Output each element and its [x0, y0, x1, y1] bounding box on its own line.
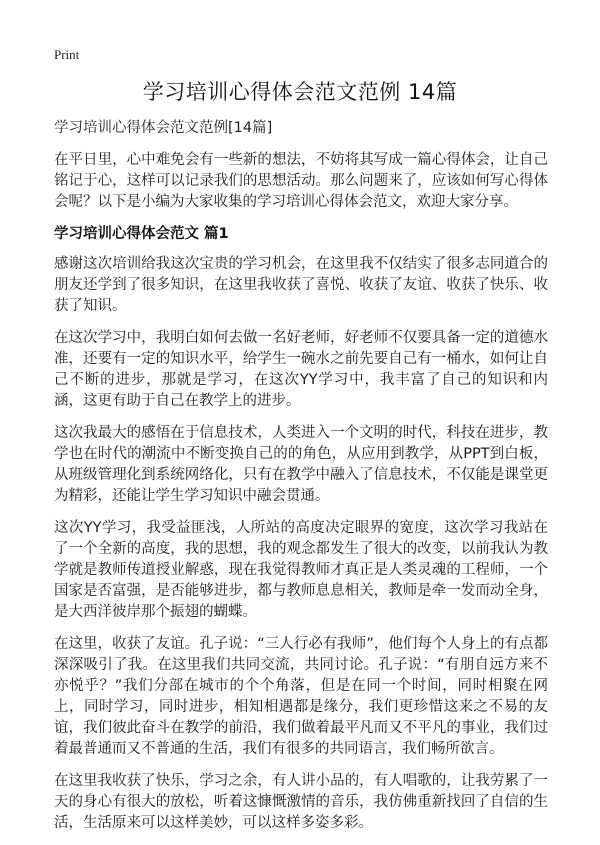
document-title: 学习培训心得体会范文范例 14篇: [142, 80, 458, 104]
paragraph: 在这里我收获了快乐，学习之余，有人讲小品的，有人唱歌的，让我劳累了一天的身心有很大的放松，听着这慷慨激情的音乐，我仿佛重新找回了自信的生活，生活原来可以这样美妙，可以这样多姿多彩。: [54, 773, 548, 831]
paragraph: 这次YY学习，我受益匪浅，人所站的高度决定眼界的宽度，这次学习我站在了一个全新的高度，我的思想，我的观念都发生了很大的改变，以前我认为教学就是教师传道授业解惑，现在我觉得教师才真正是人类灵魂的工程师，一个国家是否富强，是否能够进步，都与教师息息相关，教师是牵一发而动全身，是大西洋彼岸那个振翅的蝴蝶。: [54, 520, 548, 620]
intro-paragraph: 在平日里，心中难免会有一些新的想法，不妨将其写成一篇心得体会，让自己铭记于心，这样可以记录我们的思想活动。那么问题来了，应该如何写心得体会呢？以下是小编为大家收集的学习培训心得体会范文，欢迎大家分享。: [54, 152, 548, 210]
paragraph: 在这里，收获了友谊。孔子说：“三人行必有我师”，他们每个人身上的有点都深深吸引了我。在这里我们共同交流，共同讨论。孔子说：“有朋自远方来不亦悦乎？”我们分部在城市的个个角落，但是在同一个时间，同时相聚在网上，同时学习，同时进步，相知相遇都是缘分，我们更珍惜这来之不易的友谊，我们彼此奋斗在教学的前沿，我们做着最平凡而又不平凡的事业，我们过着最普通而又不普通的生活，我们有很多的共同语言，我们畅所欲言。: [54, 636, 548, 757]
paragraph: 这次我最大的感悟在于信息技术，人类进入一个文明的时代，科技在进步，教学也在时代的潮流中不断变换自己的的角色，从应用到教学，从PPT到白板，从班级管理化到系统网络化，只有在教学中融入了信息技术，不仅能是课堂更为精彩，还能让学生学习知识中融会贯通。: [54, 425, 548, 504]
section-1: [54, 224, 548, 834]
paragraph: 在这次学习中，我明白如何去做一名好老师，好老师不仅要具备一定的道德水准，还要有一定的知识水平，给学生一碗水之前先要自己有一桶水，如何让自己不断的进步，那就是学习，在这次YY学习中，我丰富了自己的知识和内涵，这更有助于自己在教学上的进步。: [54, 330, 548, 409]
paragraph: 感谢这次培训给我这次宝贵的学习机会，在这里我不仅结实了很多志同道合的朋友还学到了很多知识，在这里我收获了喜悦、收获了友谊、收获了快乐、收获了知识。: [54, 256, 548, 314]
document-subtitle: 学习培训心得体会范文范例[14篇]: [54, 120, 273, 136]
document-body: [54, 150, 548, 845]
print-label[interactable]: Print: [54, 47, 80, 62]
section-heading: 学习培训心得体会范文 篇1: [54, 226, 229, 242]
